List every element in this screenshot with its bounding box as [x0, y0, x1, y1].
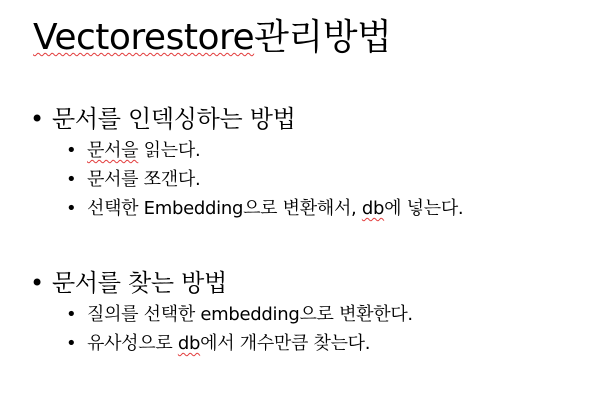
section-heading-text: 문서를 인덱싱하는 방법 [52, 105, 296, 133]
list-item [30, 329, 413, 358]
bullet-icon: • [66, 169, 77, 190]
bullet-list [30, 300, 413, 358]
section-heading-text: 문서를 찾는 방법 [52, 269, 227, 297]
flagged-word: 문서을 [87, 140, 139, 161]
list-item [30, 300, 413, 329]
title-suffix: 관리방법 [254, 17, 392, 58]
bullet-icon: • [66, 304, 77, 325]
list-item-text: 에 넣는다. [384, 198, 464, 219]
list-item [30, 165, 463, 194]
section-indexing [30, 102, 463, 223]
bullet-icon: • [66, 140, 77, 161]
bullet-list [30, 136, 463, 223]
section-heading [30, 102, 463, 136]
flagged-word: db [361, 198, 385, 219]
section-heading [30, 266, 413, 300]
bullet-icon: • [30, 269, 44, 297]
list-item-text: 읽는다. [138, 140, 201, 161]
list-item [30, 194, 463, 223]
list-item-text: 선택한 Embedding으로 변환해서, [87, 198, 362, 219]
bullet-icon: • [66, 198, 77, 219]
list-item-text: 유사성으로 [87, 333, 178, 354]
slide-title [33, 14, 391, 62]
list-item [30, 136, 463, 165]
bullet-icon: • [30, 105, 44, 133]
list-item-text: 문서를 쪼갠다. [87, 169, 201, 190]
list-item-text: 에서 개수만큼 찾는다. [200, 333, 371, 354]
flagged-word: db [177, 333, 201, 354]
section-searching [30, 266, 413, 358]
title-main: Vectorestore [33, 17, 255, 58]
list-item-text: 질의를 선택한 embedding으로 변환한다. [87, 304, 413, 325]
bullet-icon: • [66, 333, 77, 354]
